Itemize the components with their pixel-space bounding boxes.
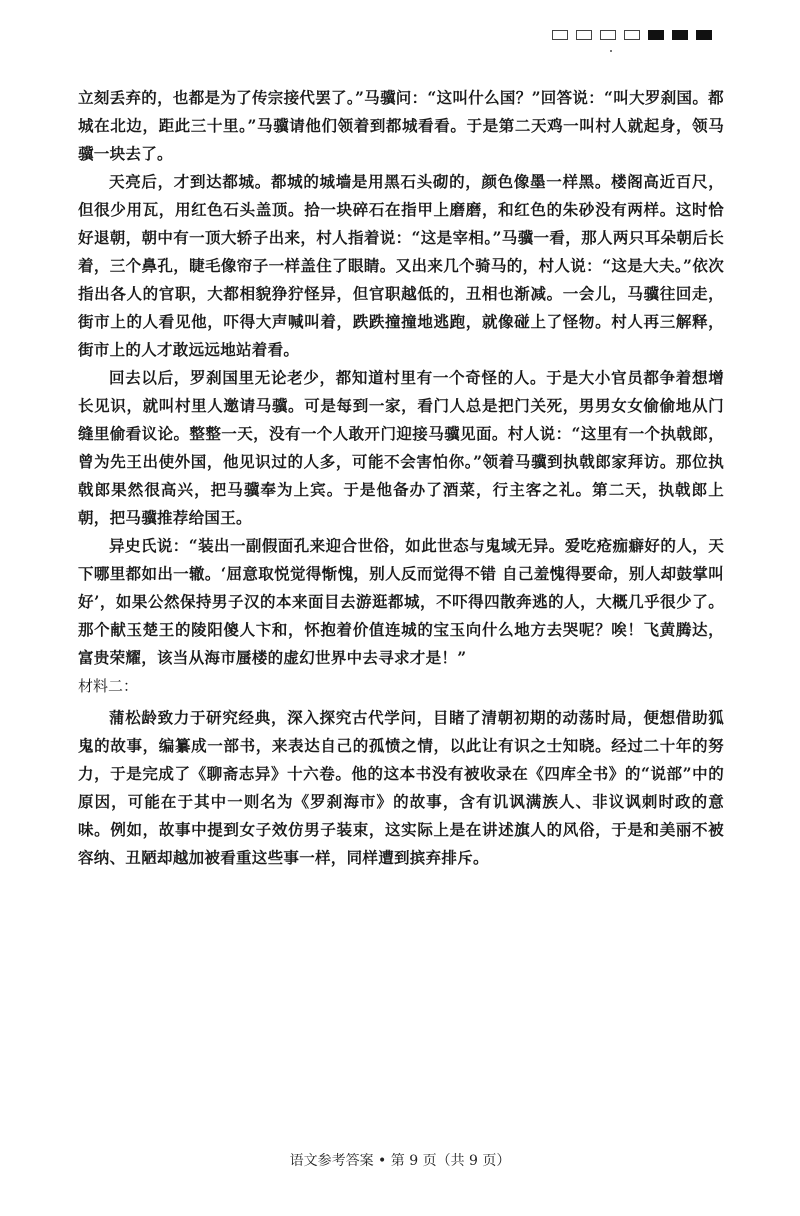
document-body [78,84,724,872]
header-dot [610,50,612,52]
paragraph-3: 回去以后，罗刹国里无论老少，都知道村里有一个奇怪的人。于是大小官员都争着想增长见识，就叫村里人邀请马骥。可是每到一家，看门人总是把门关死，男男女女偷偷地从门缝里偷看议论。整整一天，没有一个人敢开门迎接马骥见面。村人说：“这里有一个执戟郎，曾为先王出使外国，他见识过的人多，可能不会害怕你。”领着马骥到执戟郎家拜访。那位执戟郎果然很高兴，把马骥奉为上宾。于是他备办了酒菜，行主客之礼。第二天，执戟郎上朝，把马骥推荐给国王。 [78,368,724,527]
header-mark-4 [624,30,640,40]
page-footer: 语文参考答案 • 第 9 页（共 9 页） [289,1153,511,1169]
section-label-material-2: 材料二： [78,677,139,695]
material-2-paragraph: 蒲松龄致力于研究经典，深入探究古代学问，目睹了清朝初期的动荡时局，便想借助狐鬼的故事，编纂成一部书，来表达自己的孤愤之情，以此让有识之士知晓。经过二十年的努力，于是完成了《聊斋志异》十六卷。他的这本书没有被收录在《四库全书》的“说部”中的原因，可能在于其中一则名为《罗刹海市》的故事，含有讥讽满族人、非议讽刺时政的意味。例如，故事中提到女子效仿男子装束，这实际上是在讲述旗人的风俗，于是和美丽不被容纳、丑陋却越加被看重这些事一样，同样遭到摈弃排斥。 [78,708,724,867]
header-mark-7 [696,30,712,40]
header-mark-6 [672,30,688,40]
paragraph-4: 异史氏说：“装出一副假面孔来迎合世俗，如此世态与鬼域无异。爱吃疮痂癖好的人，天下哪里都如出一辙。‘屈意取悦觉得惭愧，别人反而觉得不错 自己羞愧得要命，别人却鼓掌叫好’，如果公然保持男子汉的本来面目去游逛都城，不吓得四散奔逃的人，大概几乎很少了。那个献玉楚王的陵阳傻人卞和，怀抱着价值连城的宝玉向什么地方去哭呢？唉！飞黄腾达，富贵荣耀，该当从海市蜃楼的虚幻世界中去寻求才是！” [78,536,724,667]
header-mark-5 [648,30,664,40]
header-mark-2 [576,30,592,40]
header-marks [552,30,712,40]
header-mark-3 [600,30,616,40]
header-mark-1 [552,30,568,40]
paragraph-2: 天亮后，才到达都城。都城的城墙是用黑石头砌的，颜色像墨一样黑。楼阁高近百尺，但很少用瓦，用红色石头盖顶。拾一块碎石在指甲上磨磨，和红色的朱砂没有两样。这时恰好退朝，朝中有一顶大轿子出来，村人指着说：“这是宰相。”马骥一看，那人两只耳朵朝后长着，三个鼻孔，睫毛像帘子一样盖住了眼睛。又出来几个骑马的，村人说：“这是大夫。”依次指出各人的官职，大都相貌狰狞怪异，但官职越低的，丑相也渐减。一会儿，马骥往回走，街市上的人看见他，吓得大声喊叫着，跌跌撞撞地逃跑，就像碰上了怪物。村人再三解释，街市上的人才敢远远地站着看。 [78,172,724,359]
paragraph-1: 立刻丢弃的，也都是为了传宗接代罢了。”马骥问：“这叫什么国？”回答说：“叫大罗刹国。都城在北边，距此三十里。”马骥请他们领着到都城看看。于是第二天鸡一叫村人就起身，领马骥一块去了。 [78,88,724,163]
